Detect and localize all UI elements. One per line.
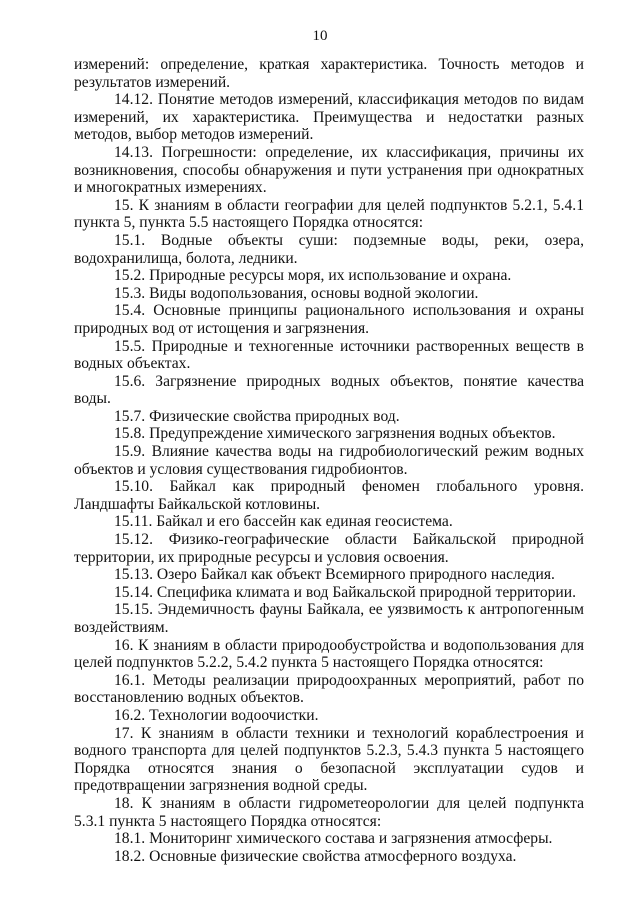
paragraph-15-14: 15.14. Специфика климата и вод Байкальской природной территории. xyxy=(114,583,577,601)
paragraph-15-7: 15.7. Физические свойства природных вод. xyxy=(114,407,400,425)
paragraph-15-4: 15.4. Основные принципы рационального использования и охраны природных вод от истощения и загрязнения. xyxy=(74,302,584,337)
paragraph-15-12: 15.12. Физико-географические области Байкальской природной территории, их природные ресурсы и условия освоения. xyxy=(74,531,584,566)
paragraph-15-15: 15.15. Эндемичность фауны Байкала, ее уязвимость к антропогенным воздействиям. xyxy=(74,601,584,636)
paragraph-15-8: 15.8. Предупреждение химического загрязнения водных объектов. xyxy=(114,425,556,443)
paragraph-18-2: 18.2. Основные физические свойства атмосферного воздуха. xyxy=(114,847,517,865)
paragraph-15-10: 15.10. Байкал как природный феномен глобального уровня. Ландшафты Байкальской котловины. xyxy=(74,478,584,513)
paragraph-15-6: 15.6. Загрязнение природных водных объектов, понятие качества воды. xyxy=(74,372,584,408)
paragraph-15-11: 15.11. Байкал и его бассейн как единая геосистема. xyxy=(114,513,453,531)
paragraph-15-2: 15.2. Природные ресурсы моря, их использование и охрана. xyxy=(114,267,512,285)
paragraph-18-1: 18.1. Мониторинг химического состава и загрязнения атмосферы. xyxy=(114,830,553,848)
paragraph-15-1: 15.1. Водные объекты суши: подземные воды, реки, озера, водохранилища, болота, ледники. xyxy=(74,231,584,267)
paragraph-15-5: 15.5. Природные и техногенные источники растворенных веществ в водных объектах. xyxy=(74,337,584,373)
paragraph-18: 18. К знаниям в области гидрометеорологии для целей подпункта 5.3.1 пункта 5 настоящего Порядка относятся: xyxy=(74,794,584,830)
paragraph-14-13: 14.13. Погрешности: определение, их классификация, причины их возникновения, способы обнаружения и пути устранения при однократных и многократных измерениях. xyxy=(74,143,584,197)
paragraph-16-2: 16.2. Технологии водоочистки. xyxy=(114,706,319,724)
paragraph-14-12: 14.12. Понятие методов измерений, классификация методов по видам измерений, их характеристика. Преимущества и недостатки разных методов, выбор методов измерений. xyxy=(74,91,584,144)
paragraph-15: 15. К знаниям в области географии для целей подпунктов 5.2.1, 5.4.1 пункта 5, пункта 5.5 настоящего Порядка относятся: xyxy=(74,196,584,232)
document-body xyxy=(74,56,584,865)
paragraph-16: 16. К знаниям в области природообустройства и водопользования для целей подпунктов 5.2.2, 5.4.2 пункта 5 настоящего Порядка относятся: xyxy=(74,636,584,672)
paragraph-15-13: 15.13. Озеро Байкал как объект Всемирного природного наследия. xyxy=(114,566,555,584)
paragraph-continuation: измерений: определение, краткая характеристика. Точность методов и результатов измерений. xyxy=(74,56,584,91)
paragraph-17: 17. К знаниям в области техники и технологий кораблестроения и водного транспорта для целей подпунктов 5.2.3, 5.4.3 пункта 5 настоящего Порядка относятся знания о безопасной эксплуатации судов и предотвращении загрязнения водной среды. xyxy=(74,724,584,795)
paragraph-15-9: 15.9. Влияние качества воды на гидробиологический режим водных объектов и условия существования гидробионтов. xyxy=(74,443,584,478)
paragraph-16-1: 16.1. Методы реализации природоохранных мероприятий, работ по восстановлению водных объектов. xyxy=(74,671,584,707)
paragraph-15-3: 15.3. Виды водопользования, основы водной экологии. xyxy=(114,284,479,302)
page-number: 10 xyxy=(312,28,328,44)
